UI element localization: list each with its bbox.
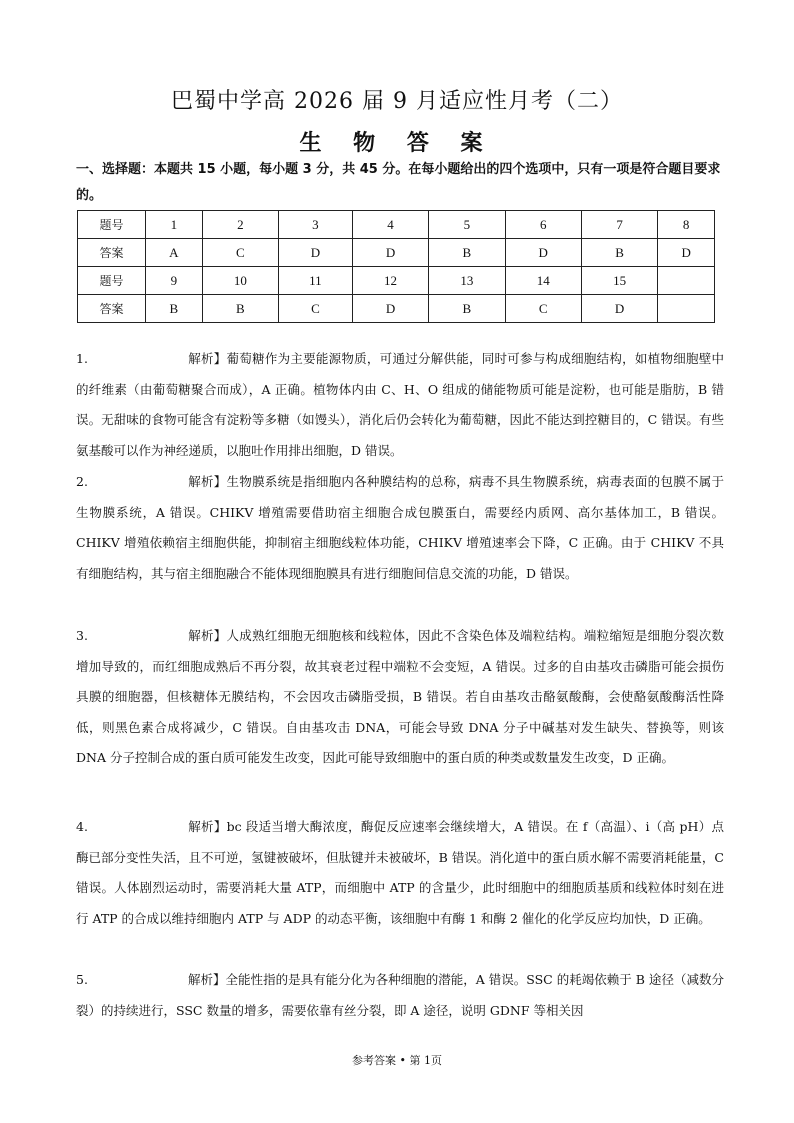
table-row [78,211,715,239]
question-number: 2. [76,474,88,489]
row-label: 题号 [78,267,146,295]
question-number: 5. [76,972,88,987]
answer-cell [658,295,715,323]
question-number-cell: 2 [202,211,278,239]
explanation-item [76,344,724,466]
answer-cell: C [202,239,278,267]
answer-cell: C [505,295,581,323]
answer-cell: B [429,239,505,267]
question-number-cell: 3 [279,211,353,239]
question-number-cell: 1 [146,211,203,239]
answer-cell: B [429,295,505,323]
answer-cell: B [146,295,203,323]
question-number-cell: 15 [581,267,657,295]
explanation-text: 解析】全能性指的是具有能分化为各种细胞的潜能，A 错误。SSC 的耗竭依赖于 B 途径（减数分裂）的持续进行，SSC 数量的增多，需要依靠有丝分裂，即 A 途径，说明 GDNF 等相关因 [76,972,724,1018]
question-number: 4. [76,819,88,834]
answer-cell: D [279,239,353,267]
table-row [78,239,715,267]
explanation-text: 解析】生物膜系统是指细胞内各种膜结构的总称，病毒不具生物膜系统，病毒表面的包膜不属于生物膜系统，A 错误。CHIKV 增殖需要借助宿主细胞合成包膜蛋白，需要经内质网、高尔基体加工，B 错误。CHIKV 增殖依赖宿主细胞供能，抑制宿主细胞线粒体功能，CHIKV 增殖速率会下降，C 正确。由于 CHIKV 不具有细胞结构，其与宿主细胞融合不能体现细胞膜具有进行细胞间信息交流的功能，D 错误。 [76,474,724,581]
question-number-cell: 13 [429,267,505,295]
page-title: 巴蜀中学高 2026 届 9 月适应性月考（二） [171,89,623,114]
question-number-cell: 9 [146,267,203,295]
explanation-item [76,621,724,774]
question-number-cell: 12 [352,267,428,295]
answer-cell: D [505,239,581,267]
page-footer: 参考答案 • 第 1页 [352,1054,442,1067]
question-number-cell: 8 [658,211,715,239]
section-heading: 一、选择题：本题共 15 小题，每小题 3 分，共 45 分。在每小题给出的四个选项中，只有一项是符合题目要求的。 [76,162,721,203]
question-number-cell [658,267,715,295]
table-row [78,295,715,323]
explanation-text: 解析】葡萄糖作为主要能源物质，可通过分解供能，同时可参与构成细胞结构，如植物细胞壁中的纤维素（由葡萄糖聚合而成），A 正确。植物体内由 C、H、O 组成的储能物质可能是淀粉，也可能是脂肪，B 错误。无甜味的食物可能含有淀粉等多糖（如馒头），消化后仍会转化为葡萄糖，因此不能达到控糖目的，C 错误。有些氨基酸可以作为神经递质，以胞吐作用排出细胞，D 错误。 [76,351,724,458]
answer-cell: D [352,239,428,267]
answer-cell: D [581,295,657,323]
question-number: 3. [76,628,88,643]
answer-cell: B [202,295,278,323]
answer-table [77,210,715,323]
answer-cell: D [352,295,428,323]
explanation-text: 解析】bc 段适当增大酶浓度，酶促反应速率会继续增大，A 错误。在 f（高温）、i（高 pH）点酶已部分变性失活，且不可逆，氢键被破坏，但肽键并未被破坏，B 错误。消化道中的蛋白质水解不需要消耗能量，C 错误。人体剧烈运动时，需要消耗大量 ATP，而细胞中 ATP 的含量少，此时细胞中的细胞质基质和线粒体时刻在进行 ATP 的合成以维持细胞内 ATP 与 ADP 的动态平衡，该细胞中有酶 1 和酶 2 催化的化学反应均加快，D 正确。 [76,819,724,926]
question-number-cell: 5 [429,211,505,239]
answer-cell: C [279,295,353,323]
table-row [78,267,715,295]
question-number: 1. [76,351,88,366]
explanation-item [76,965,724,1026]
explanation-text: 解析】人成熟红细胞无细胞核和线粒体，因此不含染色体及端粒结构。端粒缩短是细胞分裂次数增加导致的，而红细胞成熟后不再分裂，故其衰老过程中端粒不会变短，A 错误。过多的自由基攻击磷脂可能会损伤具膜的细胞器，但核糖体无膜结构，不会因攻击磷脂受损，B 错误。若自由基攻击酪氨酸酶，会使酪氨酸酶活性降低，则黑色素合成将减少，C 错误。自由基攻击 DNA，可能会导致 DNA 分子中碱基对发生缺失、替换等，则该 DNA 分子控制合成的蛋白质可能发生改变，因此可能导致细胞中的蛋白质的种类或数量发生改变，D 正确。 [76,628,724,765]
row-label: 答案 [78,295,146,323]
answer-cell: A [146,239,203,267]
question-number-cell: 7 [581,211,657,239]
question-number-cell: 10 [202,267,278,295]
explanation-item [76,467,724,589]
answer-cell: B [581,239,657,267]
row-label: 答案 [78,239,146,267]
explanation-item [76,812,724,934]
question-number-cell: 14 [505,267,581,295]
answer-cell: D [658,239,715,267]
question-number-cell: 11 [279,267,353,295]
page-subtitle: 生 物 答 案 [299,130,495,156]
question-number-cell: 6 [505,211,581,239]
question-number-cell: 4 [352,211,428,239]
row-label: 题号 [78,211,146,239]
